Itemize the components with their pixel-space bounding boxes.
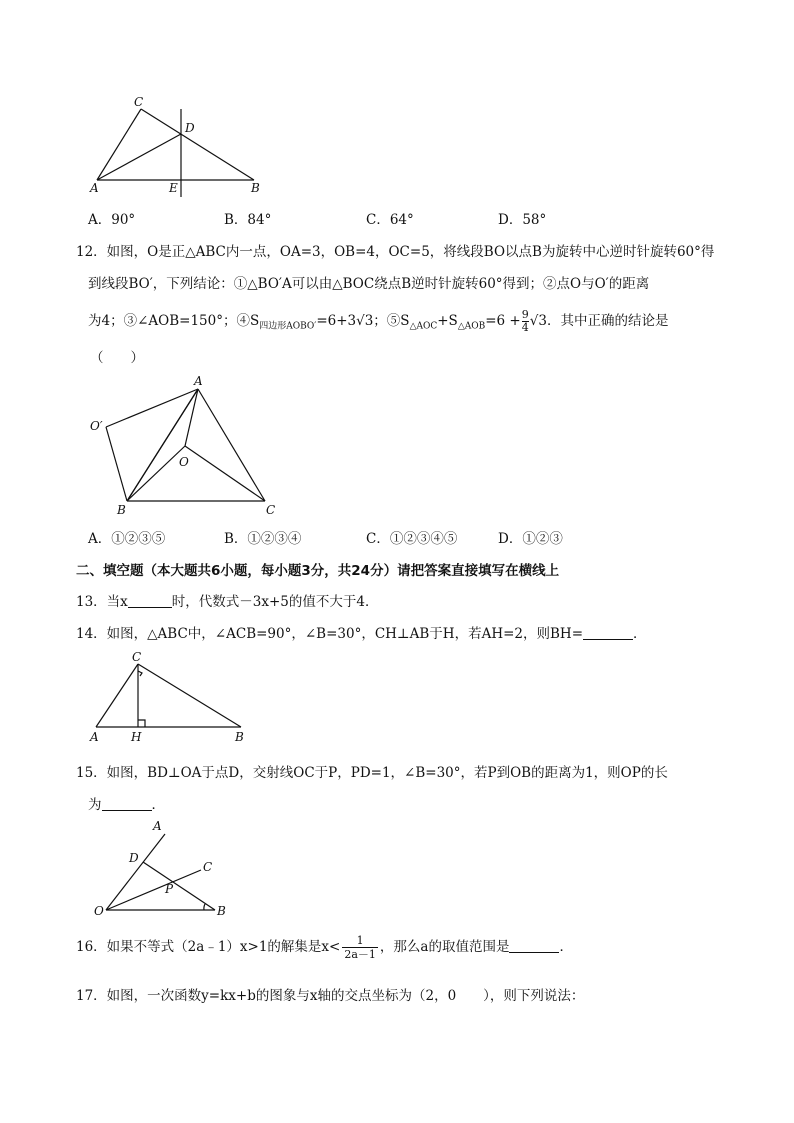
section-title: 二、填空题（本大题共6小题，每小题3分，共24分）请把答案直接填写在横线上 bbox=[76, 563, 560, 579]
label-c: C bbox=[266, 503, 276, 517]
q16: 16．如果不等式（2a﹣1）x>1的解集是x< $\frac{1}{2a-1}$ ，那么a的取值范围是 ． bbox=[76, 934, 573, 961]
label-a: A bbox=[153, 819, 162, 833]
q13: 13．当x 时，代数式－3x+5的值不大于4． bbox=[76, 594, 379, 610]
label-e: E bbox=[169, 181, 178, 195]
angle-mark-b bbox=[204, 904, 205, 910]
label-d: D bbox=[129, 851, 139, 865]
q11-option-a: A．90° bbox=[88, 212, 136, 228]
q12-line3: 为4；③∠AOB=150°；$④S_{四边形AOBO'}=6+3√3$；$⑤S_{\triangle AOC}+S_{\triangle AOB}=6$ + $\frac{9}{4}$ √3．其中正确的结论是 bbox=[88, 308, 669, 334]
q12-line1: 12．如图，O是正△ABC内一点，OA=3，OB=4，OC=5，将线段BO以点B为旋转中心逆时针旋转60°得 bbox=[76, 244, 715, 260]
q12-answer-paren: （ ） bbox=[90, 350, 144, 366]
label-a: A bbox=[194, 374, 203, 388]
label-d: D bbox=[185, 121, 195, 135]
label-c: C bbox=[203, 860, 213, 874]
label-b: B bbox=[251, 181, 260, 195]
ray-oa bbox=[106, 834, 165, 910]
q12-option-c: C．①②③④⑤ bbox=[366, 531, 458, 547]
label-c: C bbox=[134, 95, 144, 109]
q12-line2: 到线段BO′，下列结论：①△BO′A可以由△BOC绕点B逆时针旋转60°得到；②点O与O′的距离 bbox=[88, 276, 650, 292]
label-a: A bbox=[90, 181, 99, 195]
q14: 14．如图，△ABC中，∠ACB=90°，∠B=30°，CH⊥AB于H，若AH=2，则BH= ． bbox=[76, 626, 647, 642]
label-b: B bbox=[117, 503, 126, 517]
q11-option-d: D．58° bbox=[498, 212, 547, 228]
label-o: O bbox=[94, 904, 104, 918]
q11-option-b: B．84° bbox=[224, 212, 272, 228]
label-p: P bbox=[165, 882, 174, 896]
label-c: C bbox=[132, 650, 142, 664]
label-a: A bbox=[90, 730, 99, 744]
q15-line1: 15．如图，BD⊥OA于点D，交射线OC于P，PD=1，∠B=30°，若P到OB的距离为1，则OP的长 bbox=[76, 765, 668, 781]
q12-option-d: D．①②③ bbox=[498, 531, 563, 547]
label-b: B bbox=[235, 730, 244, 744]
label-o-prime: O′ bbox=[90, 419, 103, 433]
label-h: H bbox=[131, 730, 142, 744]
label-b: B bbox=[217, 904, 226, 918]
q12-option-b: B．①②③④ bbox=[224, 531, 302, 547]
ray-oc bbox=[106, 870, 201, 910]
q15-line2: 为 ． bbox=[88, 797, 165, 813]
q16-blank[interactable] bbox=[509, 938, 559, 953]
q12-option-a: A．①②③⑤ bbox=[88, 531, 166, 547]
label-o: O bbox=[179, 455, 189, 469]
q17: 17．如图，一次函数y=kx+b的图象与x轴的交点坐标为（2，0 ），则下列说法： bbox=[76, 988, 585, 1004]
q11-option-c: C．64° bbox=[366, 212, 414, 228]
